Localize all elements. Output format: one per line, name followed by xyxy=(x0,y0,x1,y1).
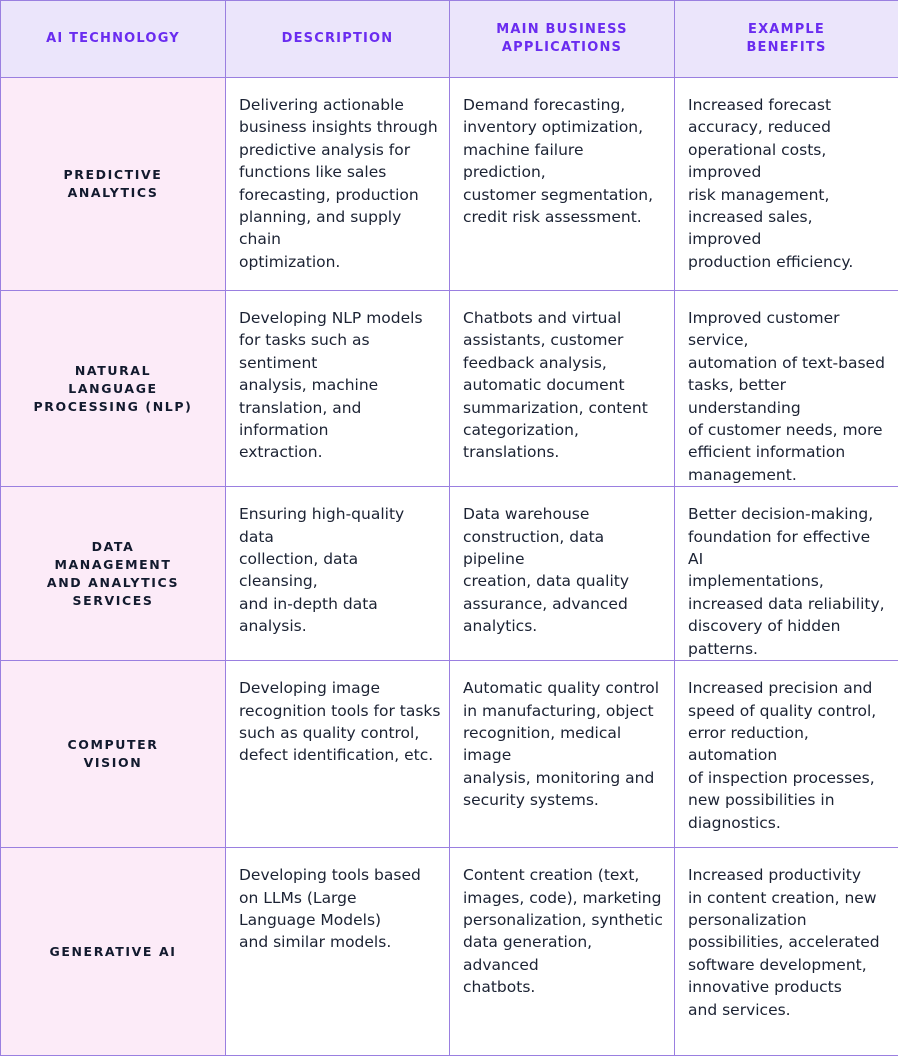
header-ai-technology: AI TECHNOLOGY xyxy=(1,1,226,78)
description-cell: Developing image recognition tools for tasks such as quality control, defect identification, etc. xyxy=(226,661,450,848)
tech-name: NATURAL LANGUAGE PROCESSING (NLP) xyxy=(1,291,226,487)
applications-cell: Demand forecasting, inventory optimization, machine failure prediction, customer segmentation, credit risk assessment. xyxy=(450,78,675,291)
benefits-cell: Improved customer service, automation of text-based tasks, better understanding of customer needs, more efficient information management. xyxy=(675,291,898,487)
description-cell: Developing NLP models for tasks such as sentiment analysis, machine translation, and information extraction. xyxy=(226,291,450,487)
table-row xyxy=(1,661,898,848)
description-cell: Ensuring high-quality data collection, data cleansing, and in-depth data analysis. xyxy=(226,487,450,661)
tech-name: PREDICTIVE ANALYTICS xyxy=(1,78,226,291)
benefits-cell: Better decision-making, foundation for effective AI implementations, increased data reliability, discovery of hidden patterns. xyxy=(675,487,898,661)
header-example-benefits: EXAMPLE BENEFITS xyxy=(675,1,898,78)
tech-name: COMPUTER VISION xyxy=(1,661,226,848)
applications-cell: Automatic quality control in manufacturing, object recognition, medical image analysis, monitoring and security systems. xyxy=(450,661,675,848)
benefits-cell: Increased productivity in content creation, new personalization possibilities, accelerated software development, innovative products and services. xyxy=(675,848,898,1056)
benefits-cell: Increased forecast accuracy, reduced operational costs, improved risk management, increased sales, improved production efficiency. xyxy=(675,78,898,291)
benefits-cell: Increased precision and speed of quality control, error reduction, automation of inspection processes, new possibilities in diagnostics. xyxy=(675,661,898,848)
description-cell: Delivering actionable business insights through predictive analysis for functions like sales forecasting, production planning, and supply chain optimization. xyxy=(226,78,450,291)
table-row xyxy=(1,291,898,487)
tech-name: DATA MANAGEMENT AND ANALYTICS SERVICES xyxy=(1,487,226,661)
applications-cell: Data warehouse construction, data pipeline creation, data quality assurance, advanced analytics. xyxy=(450,487,675,661)
applications-cell: Chatbots and virtual assistants, customer feedback analysis, automatic document summarization, content categorization, translations. xyxy=(450,291,675,487)
table-row xyxy=(1,78,898,291)
header-description: DESCRIPTION xyxy=(226,1,450,78)
header-main-business-applications: MAIN BUSINESS APPLICATIONS xyxy=(450,1,675,78)
applications-cell: Content creation (text, images, code), marketing personalization, synthetic data generation, advanced chatbots. xyxy=(450,848,675,1056)
table-row xyxy=(1,487,898,661)
tech-name: GENERATIVE AI xyxy=(1,848,226,1056)
description-cell: Developing tools based on LLMs (Large Language Models) and similar models. xyxy=(226,848,450,1056)
header-row xyxy=(1,1,898,78)
table-row xyxy=(1,848,898,1056)
